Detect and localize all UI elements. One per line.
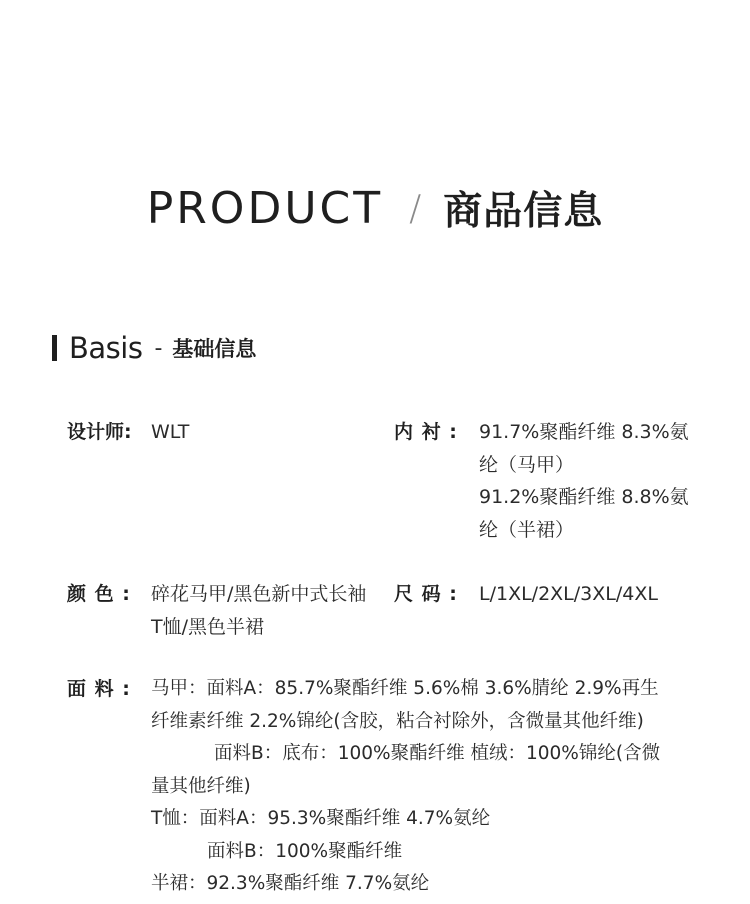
lining-line: 91.7%聚酯纤维 8.3%氨 [479, 421, 689, 443]
lining-value [479, 416, 689, 546]
color-value [151, 578, 366, 643]
section-title-chinese: 基础信息 [172, 337, 257, 361]
designer-value: WLT [151, 421, 190, 443]
fabric-line: 面料B：100%聚酯纤维 [207, 840, 403, 862]
section-accent-bar [52, 335, 57, 361]
section-heading [52, 332, 256, 364]
color-label: 颜 色 : [67, 583, 131, 605]
fabric-line: 纤维素纤维 2.2%锦纶(含胶，粘合衬除外，含微量其他纤维) [151, 710, 644, 732]
page-title [0, 178, 750, 238]
size-value: L/1XL/2XL/3XL/4XL [479, 583, 658, 605]
color-line: 碎花马甲/黑色新中式长袖 [151, 583, 367, 605]
fabric-line: 半裙：92.3%聚酯纤维 7.7%氨纶 [151, 873, 430, 894]
section-title-dash: - [154, 335, 163, 361]
fabric-line: T恤：面料A：95.3%聚酯纤维 4.7%氨纶 [151, 808, 491, 829]
size-label: 尺 码 : [394, 583, 458, 605]
title-separator: / [409, 187, 422, 229]
title-english: PRODUCT [146, 182, 384, 234]
fabric-label: 面 料 : [67, 678, 131, 700]
designer-label: 设计师: [67, 421, 132, 443]
fabric-value [151, 673, 660, 901]
lining-label: 内 衬 : [394, 421, 458, 443]
fabric-line: 面料B：底布：100%聚酯纤维 植绒：100%锦纶(含微 [214, 743, 661, 764]
fabric-line: 马甲：面料A：85.7%聚酯纤维 5.6%棉 3.6%腈纶 2.9%再生 [151, 678, 659, 699]
lining-line: 纶（半裙） [479, 518, 575, 541]
color-line: T恤/黑色半裙 [151, 615, 265, 638]
lining-line: 91.2%聚酯纤维 8.8%氨 [479, 486, 689, 508]
section-title-english: Basis [69, 331, 143, 365]
fabric-line: 量其他纤维) [151, 775, 251, 797]
lining-line: 纶（马甲） [479, 453, 575, 476]
title-chinese: 商品信息 [443, 189, 604, 234]
